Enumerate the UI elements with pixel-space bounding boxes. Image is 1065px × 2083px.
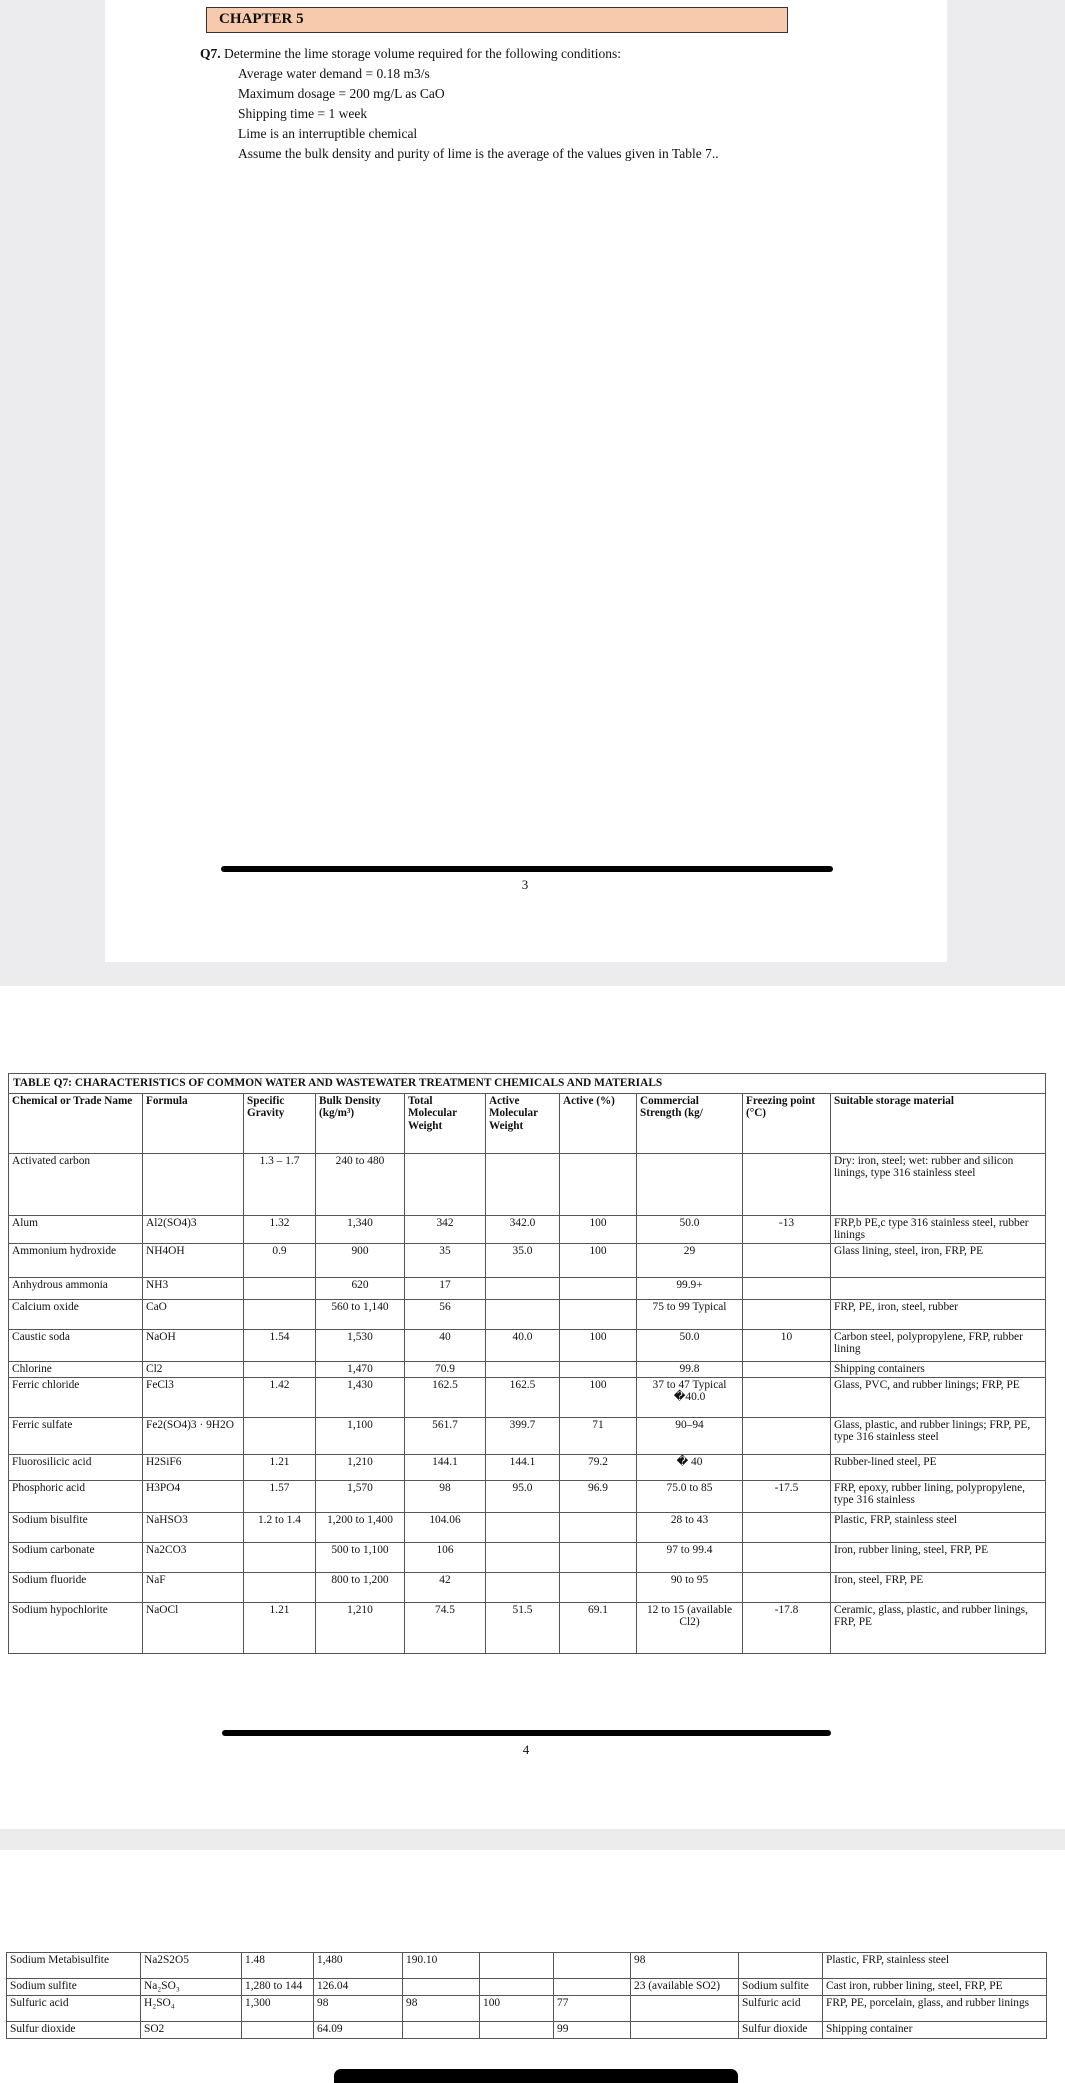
table-cell: FRP, PE, iron, steel, rubber: [831, 1299, 1046, 1329]
table-cell: 1,340: [316, 1215, 405, 1243]
table-cell: 99.9+: [637, 1277, 743, 1299]
table-cell: 1,210: [316, 1602, 405, 1653]
table-cell: [743, 1377, 831, 1417]
table-cell: Ceramic, glass, plastic, and rubber linings, FRP, PE: [831, 1602, 1046, 1653]
table-cell: 342: [405, 1215, 486, 1243]
table-row: [9, 1454, 1046, 1480]
table-cell: 100: [560, 1329, 637, 1361]
col-header-bulk-density: Bulk Density (kg/m³): [316, 1093, 405, 1153]
table-cell: [403, 1979, 480, 1996]
table-cell: Dry: iron, steel; wet: rubber and silicon linings, type 316 stainless steel: [831, 1153, 1046, 1215]
table-cell: 1.2 to 1.4: [244, 1512, 316, 1542]
table-cell: 95.0: [486, 1480, 560, 1512]
footer-rule: [221, 866, 833, 872]
table-cell: Carbon steel, polypropylene, FRP, rubber lining: [831, 1329, 1046, 1361]
table-cell: [480, 1953, 554, 1979]
table-cell: [743, 1417, 831, 1454]
table-cell: Sodium hypochlorite: [9, 1602, 143, 1653]
table-cell: 1.32: [244, 1215, 316, 1243]
page-3: [0, 1850, 1065, 2083]
table-cell: Rubber-lined steel, PE: [831, 1454, 1046, 1480]
table-cell: [244, 1417, 316, 1454]
table-cell: 50.0: [637, 1329, 743, 1361]
table-cell: [480, 1979, 554, 1996]
table-cell: [560, 1572, 637, 1602]
table-row: [9, 1243, 1046, 1277]
table-cell: FeCl3: [143, 1377, 244, 1417]
table-cell: 96.9: [560, 1480, 637, 1512]
table-cell: [244, 1542, 316, 1572]
table-cell: 100: [560, 1215, 637, 1243]
table-cell: Sulfur dioxide: [7, 2022, 141, 2039]
table-cell: 64.09: [314, 2022, 403, 2039]
table-cell: 1,280 to 144: [242, 1979, 314, 1996]
table-cell: [631, 1996, 739, 2022]
table-cell: 500 to 1,100: [316, 1542, 405, 1572]
table-cell: [554, 1979, 631, 1996]
table-cell: Sodium sulfite: [7, 1979, 141, 1996]
table-cell: [486, 1512, 560, 1542]
table-cell: 100: [560, 1377, 637, 1417]
table-cell: H2SiF6: [143, 1454, 244, 1480]
table-cell: NH3: [143, 1277, 244, 1299]
page-number: 4: [522, 1742, 530, 1757]
table-cell: Sodium carbonate: [9, 1542, 143, 1572]
table-cell: [486, 1542, 560, 1572]
table-cell: 399.7: [486, 1417, 560, 1454]
table-cell: 40.0: [486, 1329, 560, 1361]
table-cell: 98: [405, 1480, 486, 1512]
table-cell: 144.1: [486, 1454, 560, 1480]
table-cell: [560, 1361, 637, 1377]
table-cell: 800 to 1,200: [316, 1572, 405, 1602]
table-row: [9, 1542, 1046, 1572]
table-cell: [637, 1153, 743, 1215]
table-cell: 28 to 43: [637, 1512, 743, 1542]
col-header-name: Chemical or Trade Name: [9, 1093, 143, 1153]
table-cell: [743, 1299, 831, 1329]
home-indicator: [334, 2069, 738, 2083]
table-cell: [560, 1277, 637, 1299]
table-cell: Na2CO3: [143, 1542, 244, 1572]
table-cell: 900: [316, 1243, 405, 1277]
table-cell: [403, 2022, 480, 2039]
table-cell: Plastic, FRP, stainless steel: [831, 1512, 1046, 1542]
table-cell: Na₂SO₃: [141, 1979, 242, 1996]
condition-2: Maximum dosage = 200 mg/L as CaO: [238, 86, 445, 101]
table-cell: 162.5: [486, 1377, 560, 1417]
table-cell: [560, 1542, 637, 1572]
table-cell: FRP,b PE,c type 316 stainless steel, rubber linings: [831, 1215, 1046, 1243]
table-cell: 1,200 to 1,400: [316, 1512, 405, 1542]
table-cell: 1,570: [316, 1480, 405, 1512]
col-header-active-mw: Active Molecular Weight: [486, 1093, 560, 1153]
question-label: Q7.: [200, 46, 221, 61]
table-cell: [244, 1361, 316, 1377]
table-cell: [560, 1299, 637, 1329]
table-cell: 17: [405, 1277, 486, 1299]
table-cell: [244, 1277, 316, 1299]
condition-4: Lime is an interruptible chemical: [238, 126, 418, 141]
table-row: [9, 1377, 1046, 1417]
table-cell: Chlorine: [9, 1361, 143, 1377]
table-cell: 342.0: [486, 1215, 560, 1243]
table-cell: 1,430: [316, 1377, 405, 1417]
table-cell: -17.8: [743, 1602, 831, 1653]
table-cell: 29: [637, 1243, 743, 1277]
table-cell: 1.54: [244, 1329, 316, 1361]
table-cell: 1,480: [314, 1953, 403, 1979]
table-cell: 10: [743, 1329, 831, 1361]
page-2: [0, 986, 1065, 1829]
table-cell: 77: [554, 1996, 631, 2022]
col-header-active-pct: Active (%): [560, 1093, 637, 1153]
table-cell: CaO: [143, 1299, 244, 1329]
table-cell: Plastic, FRP, stainless steel: [823, 1953, 1047, 1979]
question-title: [200, 44, 900, 64]
table-row: [7, 2022, 1047, 2039]
table-cell: NaOH: [143, 1329, 244, 1361]
table-cell: Sulfuric acid: [7, 1996, 141, 2022]
table-body-continued: [7, 1953, 1047, 2039]
table-cell: Al2(SO4)3: [143, 1215, 244, 1243]
table-cell: 69.1: [560, 1602, 637, 1653]
table-cell: -13: [743, 1215, 831, 1243]
table-cell: 51.5: [486, 1602, 560, 1653]
table-cell: 98: [403, 1996, 480, 2022]
question-text: Determine the lime storage volume required for the following conditions:: [224, 46, 622, 61]
table-cell: Ammonium hydroxide: [9, 1243, 143, 1277]
col-header-commercial-strength: Commercial Strength (kg/: [637, 1093, 743, 1153]
page-1: [105, 0, 947, 962]
table-cell: Sodium bisulfite: [9, 1512, 143, 1542]
table-cell: [244, 1572, 316, 1602]
table-cell: 90 to 95: [637, 1572, 743, 1602]
table-row: [9, 1480, 1046, 1512]
table-cell: 1.48: [242, 1953, 314, 1979]
table-cell: FRP, PE, porcelain, glass, and rubber linings: [823, 1996, 1047, 2022]
table-cell: 70.9: [405, 1361, 486, 1377]
table-cell: [743, 1243, 831, 1277]
table-row: [9, 1361, 1046, 1377]
table-cell: 100: [480, 1996, 554, 2022]
table-cell: 71: [560, 1417, 637, 1454]
col-header-freezing-point: Freezing point (°C): [743, 1093, 831, 1153]
table-cell: � 40: [637, 1454, 743, 1480]
table-cell: 1,210: [316, 1454, 405, 1480]
table-cell: Cast iron, rubber lining, steel, FRP, PE: [823, 1979, 1047, 1996]
table-cell: 42: [405, 1572, 486, 1602]
table-cell: 1.42: [244, 1377, 316, 1417]
col-header-formula: Formula: [143, 1093, 244, 1153]
condition-1: Average water demand = 0.18 m3/s: [238, 66, 430, 81]
table-cell: [480, 2022, 554, 2039]
table-row: [9, 1572, 1046, 1602]
question-block: [200, 44, 900, 164]
table-row: [9, 1215, 1046, 1243]
chapter-heading: CHAPTER 5: [206, 7, 788, 33]
table-cell: [743, 1572, 831, 1602]
table-cell: 1.21: [244, 1602, 316, 1653]
table-row: [9, 1277, 1046, 1299]
table-cell: 1,530: [316, 1329, 405, 1361]
table-cell: [486, 1572, 560, 1602]
table-cell: Shipping container: [823, 2022, 1047, 2039]
table-cell: Cl2: [143, 1361, 244, 1377]
table-cell: SO2: [141, 2022, 242, 2039]
table-cell: [831, 1277, 1046, 1299]
table-cell: 12 to 15 (available Cl2): [637, 1602, 743, 1653]
table-cell: [554, 1953, 631, 1979]
table-cell: 106: [405, 1542, 486, 1572]
table-cell: [560, 1512, 637, 1542]
table-cell: Fe2(SO4)3 · 9H2O: [143, 1417, 244, 1454]
table-cell: 75 to 99 Typical: [637, 1299, 743, 1329]
table-cell: Fluorosilicic acid: [9, 1454, 143, 1480]
table-row: [7, 1996, 1047, 2022]
table-cell: [743, 1542, 831, 1572]
table-cell: 99.8: [637, 1361, 743, 1377]
table-title: TABLE Q7: CHARACTERISTICS OF COMMON WATER AND WASTEWATER TREATMENT CHEMICALS AND MATERIALS: [9, 1074, 1046, 1094]
table-cell: 50.0: [637, 1215, 743, 1243]
table-cell: H₂SO₄: [141, 1996, 242, 2022]
table-cell: Iron, rubber lining, steel, FRP, PE: [831, 1542, 1046, 1572]
table-cell: 1,470: [316, 1361, 405, 1377]
table-row: [9, 1329, 1046, 1361]
table-cell: Sulfuric acid: [739, 1996, 823, 2022]
table-cell: Caustic soda: [9, 1329, 143, 1361]
table-cell: 104.06: [405, 1512, 486, 1542]
table-cell: 35: [405, 1243, 486, 1277]
table-cell: 75.0 to 85: [637, 1480, 743, 1512]
table-cell: 240 to 480: [316, 1153, 405, 1215]
table-cell: [743, 1454, 831, 1480]
table-row: [7, 1979, 1047, 1996]
table-cell: Sulfur dioxide: [739, 2022, 823, 2039]
table-cell: NaF: [143, 1572, 244, 1602]
condition-3: Shipping time = 1 week: [238, 106, 368, 121]
table-cell: Alum: [9, 1215, 143, 1243]
table-cell: 1,300: [242, 1996, 314, 2022]
table-cell: 97 to 99.4: [637, 1542, 743, 1572]
table-cell: Sodium Metabisulfite: [7, 1953, 141, 1979]
table-body: [9, 1153, 1046, 1653]
chemicals-table: [8, 1073, 1046, 1654]
footer-rule: [222, 1730, 831, 1736]
table-row: [9, 1602, 1046, 1653]
table-cell: [560, 1153, 637, 1215]
table-row: [9, 1417, 1046, 1454]
table-cell: [743, 1512, 831, 1542]
table-cell: 1.57: [244, 1480, 316, 1512]
table-cell: Anhydrous ammonia: [9, 1277, 143, 1299]
table-cell: Sodium fluoride: [9, 1572, 143, 1602]
table-cell: [405, 1153, 486, 1215]
table-cell: Ferric sulfate: [9, 1417, 143, 1454]
table-cell: 100: [560, 1243, 637, 1277]
table-cell: 56: [405, 1299, 486, 1329]
table-cell: [486, 1361, 560, 1377]
table-cell: 1.3 – 1.7: [244, 1153, 316, 1215]
table-cell: Iron, steel, FRP, PE: [831, 1572, 1046, 1602]
table-cell: [242, 2022, 314, 2039]
table-row: [9, 1299, 1046, 1329]
table-cell: 40: [405, 1329, 486, 1361]
table-cell: 190.10: [403, 1953, 480, 1979]
table-cell: H3PO4: [143, 1480, 244, 1512]
table-cell: NaOCl: [143, 1602, 244, 1653]
table-row: [7, 1953, 1047, 1979]
table-cell: 90–94: [637, 1417, 743, 1454]
table-cell: [244, 1299, 316, 1329]
table-cell: Glass, plastic, and rubber linings; FRP, PE, type 316 stainless steel: [831, 1417, 1046, 1454]
table-cell: Calcium oxide: [9, 1299, 143, 1329]
table-cell: Ferric chloride: [9, 1377, 143, 1417]
condition-5: Assume the bulk density and purity of lime is the average of the values given in Table 7..: [238, 146, 719, 161]
table-cell: 35.0: [486, 1243, 560, 1277]
table-cell: NaHSO3: [143, 1512, 244, 1542]
table-cell: Activated carbon: [9, 1153, 143, 1215]
table-cell: Shipping containers: [831, 1361, 1046, 1377]
table-cell: 37 to 47 Typical �40.0: [637, 1377, 743, 1417]
table-row: [9, 1153, 1046, 1215]
table-cell: 23 (available SO2): [631, 1979, 739, 1996]
table-cell: 144.1: [405, 1454, 486, 1480]
table-cell: Phosphoric acid: [9, 1480, 143, 1512]
table-cell: 98: [631, 1953, 739, 1979]
col-header-total-mw: Total Molecular Weight: [405, 1093, 486, 1153]
col-header-specific-gravity: Specific Gravity: [244, 1093, 316, 1153]
table-row: [9, 1512, 1046, 1542]
table-cell: -17.5: [743, 1480, 831, 1512]
table-cell: NH4OH: [143, 1243, 244, 1277]
table-cell: 0.9: [244, 1243, 316, 1277]
table-cell: [143, 1153, 244, 1215]
table-cell: 162.5: [405, 1377, 486, 1417]
table-cell: [743, 1361, 831, 1377]
chemicals-table-continued: [6, 1952, 1047, 2039]
table-cell: [631, 2022, 739, 2039]
table-cell: 1,100: [316, 1417, 405, 1454]
table-cell: 620: [316, 1277, 405, 1299]
table-header-row: [9, 1093, 1046, 1153]
table-cell: 126.04: [314, 1979, 403, 1996]
table-cell: 560 to 1,140: [316, 1299, 405, 1329]
table-cell: 79.2: [560, 1454, 637, 1480]
table-cell: Na2S2O5: [141, 1953, 242, 1979]
table-cell: [486, 1153, 560, 1215]
table-cell: 1.21: [244, 1454, 316, 1480]
table-cell: [743, 1277, 831, 1299]
table-cell: 99: [554, 2022, 631, 2039]
table-cell: [743, 1153, 831, 1215]
page-number: 3: [521, 877, 529, 892]
table-cell: Glass, PVC, and rubber linings; FRP, PE: [831, 1377, 1046, 1417]
table-cell: [739, 1953, 823, 1979]
table-cell: Glass lining, steel, iron, FRP, PE: [831, 1243, 1046, 1277]
col-header-storage-material: Suitable storage material: [831, 1093, 1046, 1153]
table-cell: [486, 1299, 560, 1329]
table-cell: FRP, epoxy, rubber lining, polypropylene, type 316 stainless: [831, 1480, 1046, 1512]
table-cell: 561.7: [405, 1417, 486, 1454]
table-cell: 98: [314, 1996, 403, 2022]
table-cell: [486, 1277, 560, 1299]
table-cell: Sodium sulfite: [739, 1979, 823, 1996]
table-cell: 74.5: [405, 1602, 486, 1653]
